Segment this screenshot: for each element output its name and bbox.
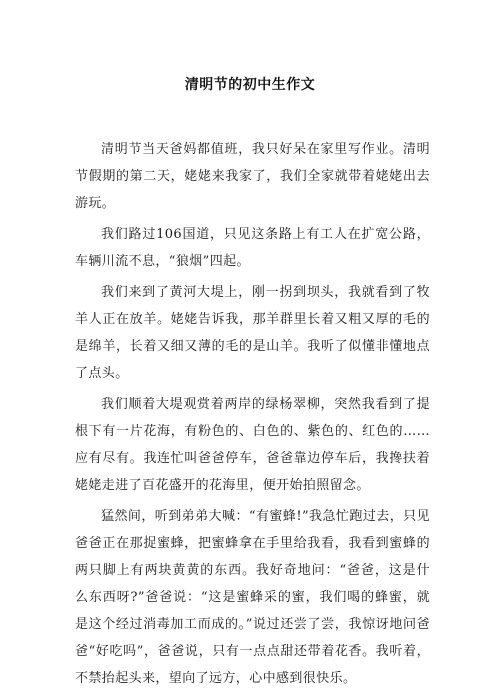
paragraph-3: 我们来到了黄河大堤上，刚一拐到坝头，我就看到了牧羊人正在放羊。姥姥告诉我，那羊群里长着又粗又厚的毛的是绵羊，长着又细又薄的毛的是山羊。我听了似懂非懂地点了点头。	[75, 285, 430, 381]
paragraph-5: 猛然间，听到弟弟大喊：“有蜜蜂!”我急忙跑过去，只见爸爸正在那捉蜜蜂，把蜜蜂拿在手里给我看，我看到蜜蜂的两只脚上有两块黄黄的东西。我好奇地问：“爸爸，这是什么东西呀?”爸爸说：“这是蜜蜂采的蜜，我们喝的蜂蜜，就是这个经过消毒加工而成的。”说过还尝了尝，我惊讶地问爸爸“好吃吗”，爸爸说，只有一点点甜还带着花香。我听着，不禁抬起头来，望向了远方，心中感到很快乐。	[75, 509, 430, 686]
paragraph-2: 我们路过106国道，只见这条路上有工人在扩宽公路，车辆川流不息，“狼烟”四起。	[75, 227, 430, 269]
document-body	[75, 136, 430, 696]
paragraph-4: 我们顺着大堤观赏着两岸的绿杨翠柳，突然我看到了提根下有一片花海，有粉色的、白色的、紫色的、红色的……应有尽有。我连忙叫爸爸停车，爸爸靠边停车后，我搀扶着姥姥走进了百花盛开的花海里，便开始拍照留念。	[75, 397, 430, 493]
document-title: 清明节的初中生作文	[184, 77, 316, 93]
paragraph-1: 清明节当天爸妈都值班，我只好呆在家里写作业。清明节假期的第二天，姥姥来我家了，我们全家就带着姥姥出去游玩。	[75, 142, 430, 211]
